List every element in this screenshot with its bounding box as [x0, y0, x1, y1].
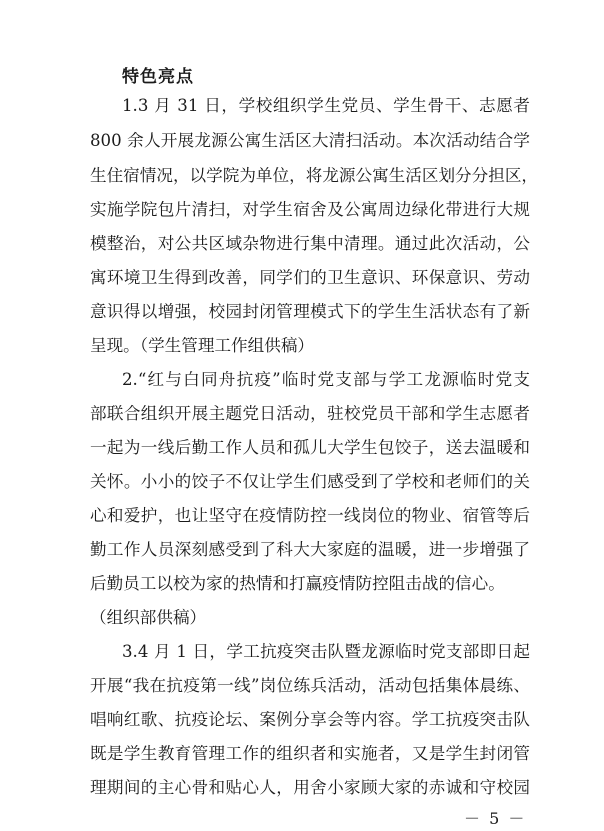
paragraph-3-line-1: 3.4 月 1 日，学工抗疫突击队暨龙源临时党支部即日起: [122, 642, 530, 661]
paragraph-1-line-7: 意识得以增强，校园封闭管理模式下的学生生活状态有了新: [90, 302, 530, 321]
paragraph-2-line-8: （组织部供稿）: [90, 608, 207, 627]
paragraph-1-line-1: 1.3 月 31 日，学校组织学生党员、学生骨干、志愿者: [122, 96, 530, 115]
paragraph-3-line-4: 既是学生教育管理工作的组织者和实施者，又是学生封闭管: [90, 744, 530, 763]
paragraph-2-line-1: 2.“红与白同舟抗疫”临时党支部与学工龙源临时党支: [122, 370, 530, 389]
paragraph-2-line-6: 勤工作人员深刻感受到了科大大家庭的温暖，进一步增强了: [90, 540, 530, 559]
paragraph-1-line-4: 实施学院包片清扫，对学生宿舍及公寓周边绿化带进行大规: [90, 200, 530, 219]
paragraph-2-line-7: 后勤员工以校为家的热情和打赢疫情防控阻击战的信心。: [90, 574, 505, 593]
paragraph-1-line-6: 寓环境卫生得到改善，同学们的卫生意识、环保意识、劳动: [90, 268, 530, 287]
paragraph-3-line-3: 唱响红歌、抗疫论坛、案例分享会等内容。学工抗疫突击队: [90, 710, 530, 729]
paragraph-2-line-5: 心和爱护，也让坚守在疫情防控一线岗位的物业、宿管等后: [90, 506, 530, 525]
paragraph-1-line-8: 呈现。（学生管理工作组供稿）: [90, 336, 315, 355]
paragraph-2-line-2: 部联合组织开展主题党日活动，驻校党员干部和学生志愿者: [90, 404, 530, 423]
paragraph-1-line-5: 模整治，对公共区域杂物进行集中清理。通过此次活动，公: [90, 234, 530, 253]
page-number: － 5 －: [464, 809, 527, 828]
paragraph-3-line-2: 开展“我在抗疫第一线”岗位练兵活动，活动包括集体晨练、: [90, 676, 530, 695]
paragraph-2-line-3: 一起为一线后勤工作人员和孤儿大学生包饺子，送去温暖和: [90, 438, 530, 457]
paragraph-1-line-2: 800 余人开展龙源公寓生活区大清扫活动。本次活动结合学: [90, 131, 530, 150]
section-heading: 特色亮点: [122, 67, 194, 87]
paragraph-3-line-5: 理期间的主心骨和贴心人，用舍小家顾大家的赤诚和守校园: [90, 778, 530, 797]
paragraph-1-line-3: 生住宿情况，以学院为单位，将龙源公寓生活区划分分担区，: [90, 166, 539, 185]
paragraph-2-line-4: 关怀。小小的饺子不仅让学生们感受到了学校和老师们的关: [90, 472, 530, 491]
